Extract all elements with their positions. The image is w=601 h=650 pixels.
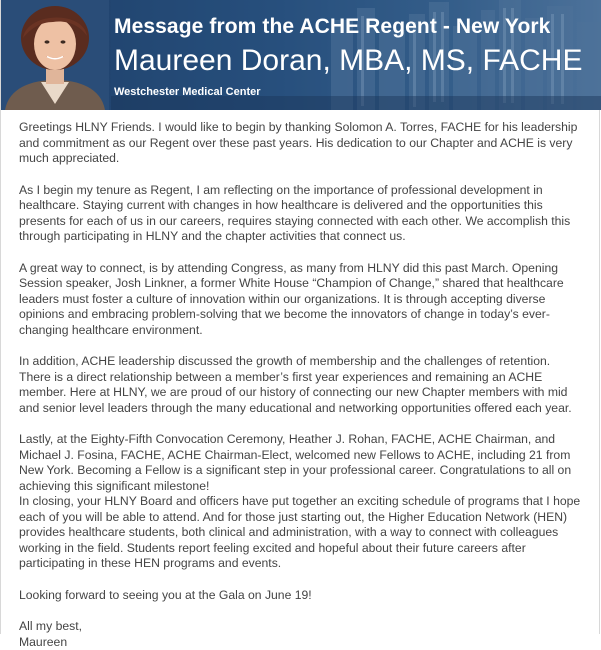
paragraph-congress: A great way to connect, is by attending Congress, as many from HLNY did this past March. Opening Session speaker, Josh Linkner, a former White House “Champion of Change,” shared that healthcare leaders must foster a culture of innovation within our organizations. It is through accepting diverse opinions and embracing problem-solving that we become the innovators of change in today’s ever-changing healthcare environment. bbox=[19, 261, 585, 339]
paragraph-tenure: As I begin my tenure as Regent, I am reflecting on the importance of professional development in healthcare. Staying current with changes in how healthcare is delivered and the opportunities this presents for each of us in our careers, requires staying connected with each other. We accomplish this through participating in HLNY and the chapter activities that connect us. bbox=[19, 183, 585, 245]
paragraph-greeting: Greetings HLNY Friends. I would like to begin by thanking Solomon A. Torres, FACHE for his leadership and commitment as our Regent over these past years. His dedication to our Chapter and ACHE is very much appreciated. bbox=[19, 120, 585, 167]
closing-line: All my best, bbox=[19, 619, 585, 635]
author-organization: Westchester Medical Center bbox=[114, 86, 261, 98]
paragraph-membership: In addition, ACHE leadership discussed the growth of membership and the challenges of retention. There is a direct relationship between a member’s first year experiences and remaining an ACHE member. Here at HLNY, we are proud of our history of connecting our new Chapter members with mid and senior level leaders through the many educational and networking opportunities offered each year. bbox=[19, 354, 585, 416]
banner-headline: Message from the ACHE Regent - New York bbox=[114, 15, 550, 39]
signature: Maureen bbox=[19, 635, 585, 650]
article-body bbox=[1, 110, 599, 650]
paragraph-convocation: Lastly, at the Eighty-Fifth Convocation Ceremony, Heather J. Rohan, FACHE, ACHE Chairman, and Michael J. Fosina, FACHE, ACHE Chairman-Elect, welcomed new Fellows to ACHE, including 21 from New York. Becoming a Fellow is a significant step in your professional career. Congratulations to all on achieving this significant milestone! bbox=[19, 432, 585, 494]
header-banner bbox=[1, 0, 601, 110]
author-name: Maureen Doran, MBA, MS, FACHE bbox=[114, 44, 583, 78]
portrait-photo bbox=[1, 0, 109, 110]
paragraph-gala: Looking forward to seeing you at the Gala on June 19! bbox=[19, 588, 585, 604]
paragraph-closing-programs: In closing, your HLNY Board and officers have put together an exciting schedule of programs that I hope each of you will be able to attend. And for those just starting out, the Higher Education Network (HEN) provides healthcare students, both clinical and administration, with a way to connect with colleagues working in the field. Students report feeling excited and hopeful about their future careers after participating in these HEN programs and events. bbox=[19, 494, 585, 572]
